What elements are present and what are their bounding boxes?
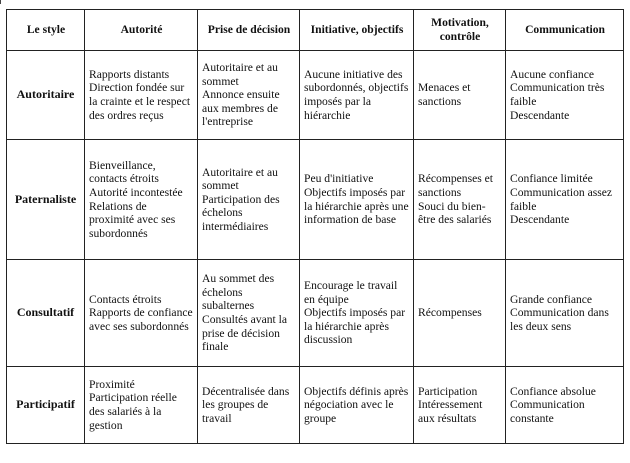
table-row (7, 260, 624, 367)
cell-communication (506, 51, 624, 140)
header-motivation: Motivation, contrôle (414, 10, 506, 51)
cell-line: Descendante (510, 108, 570, 122)
cell-line: Rapports distants (89, 67, 170, 81)
cell-motivation (414, 51, 506, 140)
cell-autorite (85, 367, 198, 444)
header-initiative: Initiative, objectifs (300, 10, 414, 51)
header-style: Le style (7, 10, 85, 51)
header-autorite: Autorité (85, 10, 198, 51)
table-row (7, 367, 624, 444)
header-communication: Communication (506, 10, 624, 51)
cell-line: Récompenses et sanctions (418, 172, 494, 199)
cell-line: Souci du bien-être des salariés (418, 199, 492, 227)
row-style-label: Consultatif (7, 260, 85, 367)
cell-line: Contacts étroits (89, 292, 162, 306)
header-row (7, 10, 624, 51)
cell-line: Décentralisée dans les groupes de travail (202, 384, 290, 425)
cell-motivation (414, 260, 506, 367)
cell-communication (506, 140, 624, 260)
cell-autorite (85, 260, 198, 367)
cell-initiative (300, 367, 414, 444)
cell-initiative (300, 140, 414, 260)
header-decision: Prise de décision (198, 10, 300, 51)
row-style-label: Paternaliste (7, 140, 85, 260)
cell-decision (198, 367, 300, 444)
cell-line: Autoritaire et au sommet (202, 61, 278, 88)
cell-line: Participation réelle des salariés à la gestion (89, 391, 177, 432)
cell-line: Proximité (89, 377, 135, 391)
margin-tick-mark (0, 0, 1, 4)
cell-line: Objectifs imposés par la hiérarchie après une information de base (304, 185, 409, 227)
cell-line: Communication assez faible (510, 185, 613, 213)
cell-line: Menaces et sanctions (418, 81, 471, 108)
cell-communication (506, 367, 624, 444)
cell-line: Autoritaire et au sommet (202, 165, 278, 193)
cell-line: Récompenses (418, 306, 482, 320)
cell-initiative (300, 51, 414, 140)
cell-line: Aucune initiative des subordonnés, objectifs imposés par la hiérarchie (304, 67, 409, 122)
row-style-label: Autoritaire (7, 51, 85, 140)
cell-motivation (414, 367, 506, 444)
cell-line: Intéressement aux résultats (418, 398, 483, 425)
cell-motivation (414, 140, 506, 260)
cell-line: Bienveillance, contacts étroits (89, 158, 159, 186)
cell-autorite (85, 140, 198, 260)
cell-line: Objectifs définis après négociation avec le groupe (304, 384, 409, 425)
cell-decision (198, 51, 300, 140)
table-row (7, 51, 624, 140)
cell-line: Objectifs imposés par la hiérarchie après discussion (304, 306, 406, 347)
cell-line: Au sommet des échelons subalternes (202, 272, 275, 313)
cell-line: Consultés avant la prise de décision finale (202, 313, 288, 354)
cell-communication (506, 260, 624, 367)
cell-line: Participation (418, 384, 478, 398)
cell-line: Communication très faible (510, 81, 605, 108)
cell-line: Aucune confiance (510, 67, 595, 81)
cell-line: Communication constante (510, 398, 585, 425)
row-style-label: Participatif (7, 367, 85, 444)
cell-line: Annonce ensuite aux membres de l'entreprise (202, 88, 280, 129)
cell-line: Descendante (510, 213, 570, 227)
cell-line: Direction fondée sur la crainte et le respect des ordres reçus (89, 81, 191, 122)
cell-line: Encourage le travail en équipe (304, 279, 398, 306)
cell-line: Confiance absolue (510, 384, 596, 398)
cell-decision (198, 260, 300, 367)
table-row (7, 140, 624, 260)
cell-line: Rapports de confiance avec ses subordonnés (89, 306, 193, 333)
management-styles-table (6, 9, 624, 444)
cell-line: Participation des échelons intermédiaires (202, 192, 280, 233)
cell-initiative (300, 260, 414, 367)
cell-line: Confiance limitée (510, 172, 593, 186)
cell-line: Grande confiance (510, 292, 593, 306)
cell-autorite (85, 51, 198, 140)
cell-line: Communication dans les deux sens (510, 306, 609, 333)
cell-line: Relations de proximité avec ses subordonnés (89, 199, 176, 240)
cell-decision (198, 140, 300, 260)
cell-line: Peu d'initiative (304, 172, 374, 186)
cell-line: Autorité incontestée (89, 185, 183, 199)
